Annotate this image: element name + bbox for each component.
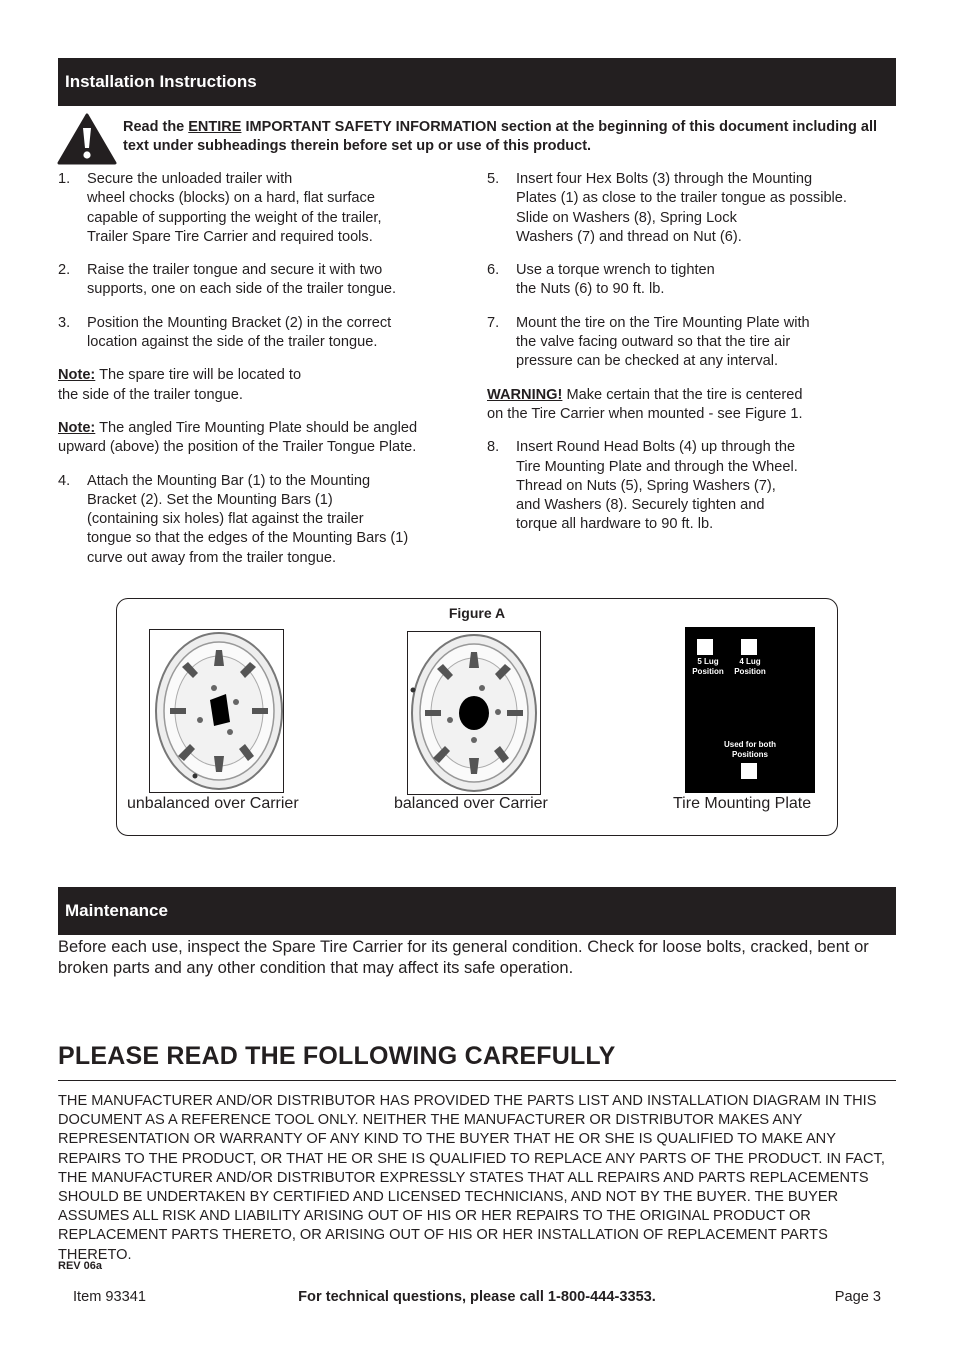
instructions-left-column [58, 170, 468, 582]
caption-unbalanced: unbalanced over Carrier [127, 795, 299, 812]
caption-mounting-plate: Tire Mounting Plate [673, 795, 812, 812]
step-3: 3. Position the Mounting Bracket (2) in the correct location against the side of the trailer tongue. [58, 314, 392, 351]
installation-heading-bar [58, 58, 896, 106]
emphasis-entire: ENTIRE [188, 119, 242, 135]
figure-title: Figure A [448, 605, 506, 621]
maintenance-text: Before each use, inspect the Spare Tire Carrier for its general condition. Check for loose bolts, cracked, bent or broken parts and any other condition that may affect its safe operation. [58, 938, 869, 977]
wheel-unbalanced-icon [150, 630, 283, 792]
step-1: 1. Secure the unloaded trailer with wheel chocks (blocks) on a hard, flat surface capable of supporting the weight of the trailer, Trailer Spare Tire Carrier and required tools. [58, 171, 382, 245]
step-2: 2. Raise the trailer tongue and secure it with two supports, one on each side of the trailer tongue. [58, 262, 397, 298]
wheel-unbalanced-image [149, 629, 284, 793]
step-8: 8. Insert Round Head Bolts (4) up through the Tire Mounting Plate and through the Wheel. Thread on Nuts (5), Spring Washers (7), and Washers (8). Securely tighten and torque all hardware to 90 ft. lb. [487, 439, 798, 533]
maintenance-heading-bar [58, 887, 896, 935]
note-angled-plate: Note: The angled Tire Mounting Plate should be angled upward (above) the position of the Trailer Tongue Plate. [58, 419, 418, 456]
step-7: 7. Mount the tire on the Tire Mounting Plate with the valve facing outward so that the tire air pressure can be checked at any interval. [487, 314, 810, 370]
footer-phone: For technical questions, please call 1-800-444-3353. [298, 1289, 656, 1305]
hole-5-lug [697, 639, 713, 655]
title-rule [58, 1080, 896, 1081]
footer-page-number: Page 3 [834, 1289, 881, 1305]
maintenance-heading: Maintenance [65, 901, 168, 920]
step-6: 6. Use a torque wrench to tighten the Nuts (6) to 90 ft. lb. [487, 262, 715, 298]
warning-triangle-icon [57, 113, 117, 165]
label-5-lug: 5 Lug Position [692, 657, 724, 676]
step-5: 5. Insert four Hex Bolts (3) through the Mounting Plates (1) as close to the trailer tongue as possible. Slide on Washers (8), Spring Lock Washers (7) and thread on Nut (6). [487, 171, 847, 245]
footer-item-number: Item 93341 [73, 1289, 147, 1305]
instructions-right-column [487, 170, 897, 549]
revision-label: REV 06a [58, 1260, 103, 1272]
figure-a-box [116, 598, 838, 836]
hole-both [741, 763, 757, 779]
step-4: 4. Attach the Mounting Bar (1) to the Mounting Bracket (2). Set the Mounting Bars (1) (containing six holes) flat against the trailer tongue so that the edges of the Mounting Bars (1) curve out away from the trailer tongue. [58, 472, 409, 566]
installation-heading: Installation Instructions [65, 72, 257, 91]
wheel-balanced-image [407, 631, 541, 795]
label-4-lug: 4 Lug Position [734, 657, 766, 676]
wheel-balanced-icon [408, 632, 540, 794]
label-both-positions: Used for both Positions [724, 740, 776, 759]
hole-4-lug [741, 639, 757, 655]
disclaimer-title: PLEASE READ THE FOLLOWING CAREFULLY [58, 1042, 616, 1070]
tire-mounting-plate-diagram [685, 627, 815, 793]
safety-warning-text: Read the ENTIRE IMPORTANT SAFETY INFORMATION section at the beginning of this document including all text under subheadings therein before set up or use of this product. [123, 119, 878, 154]
caption-balanced: balanced over Carrier [394, 795, 548, 812]
warning-centered: WARNING! Make certain that the tire is centered on the Tire Carrier when mounted - see Figure 1. [487, 386, 803, 422]
disclaimer-text: THE MANUFACTURER AND/OR DISTRIBUTOR HAS PROVIDED THE PARTS LIST AND INSTALLATION DIAGRAM IN THIS DOCUMENT AS A REFERENCE TOOL ONLY. NEITHER THE MANUFACTURER OR DISTRIBUTOR MAKES ANY REPRESENTATION OR WARRANTY OF ANY KIND TO THE BUYER THAT HE OR SHE IS QUALIFIED TO MAKE ANY REPAIRS TO THE PRODUCT, OR THAT HE OR SHE IS QUALIFIED TO REPLACE ANY PARTS OF THE PRODUCT. IN FACT, THE MANUFACTURER AND/OR DISTRIBUTOR EXPRESSLY STATES THAT ALL REPAIRS AND PARTS REPLACEMENTS SHOULD BE UNDERTAKEN BY CERTIFIED AND LICENSED TECHNICIANS, AND NOT BY THE BUYER. THE BUYER ASSUMES ALL RISK AND LIABILITY ARISING OUT OF HIS OR HER REPAIRS TO THE ORIGINAL PRODUCT OR REPLACEMENT PARTS THERETO, OR ARISING OUT OF HIS OR HER INSTALLATION OF REPLACEMENT PARTS THERETO. [58, 1093, 885, 1263]
note-spare-tire: Note: The spare tire will be located to the side of the trailer tongue. [58, 367, 302, 403]
